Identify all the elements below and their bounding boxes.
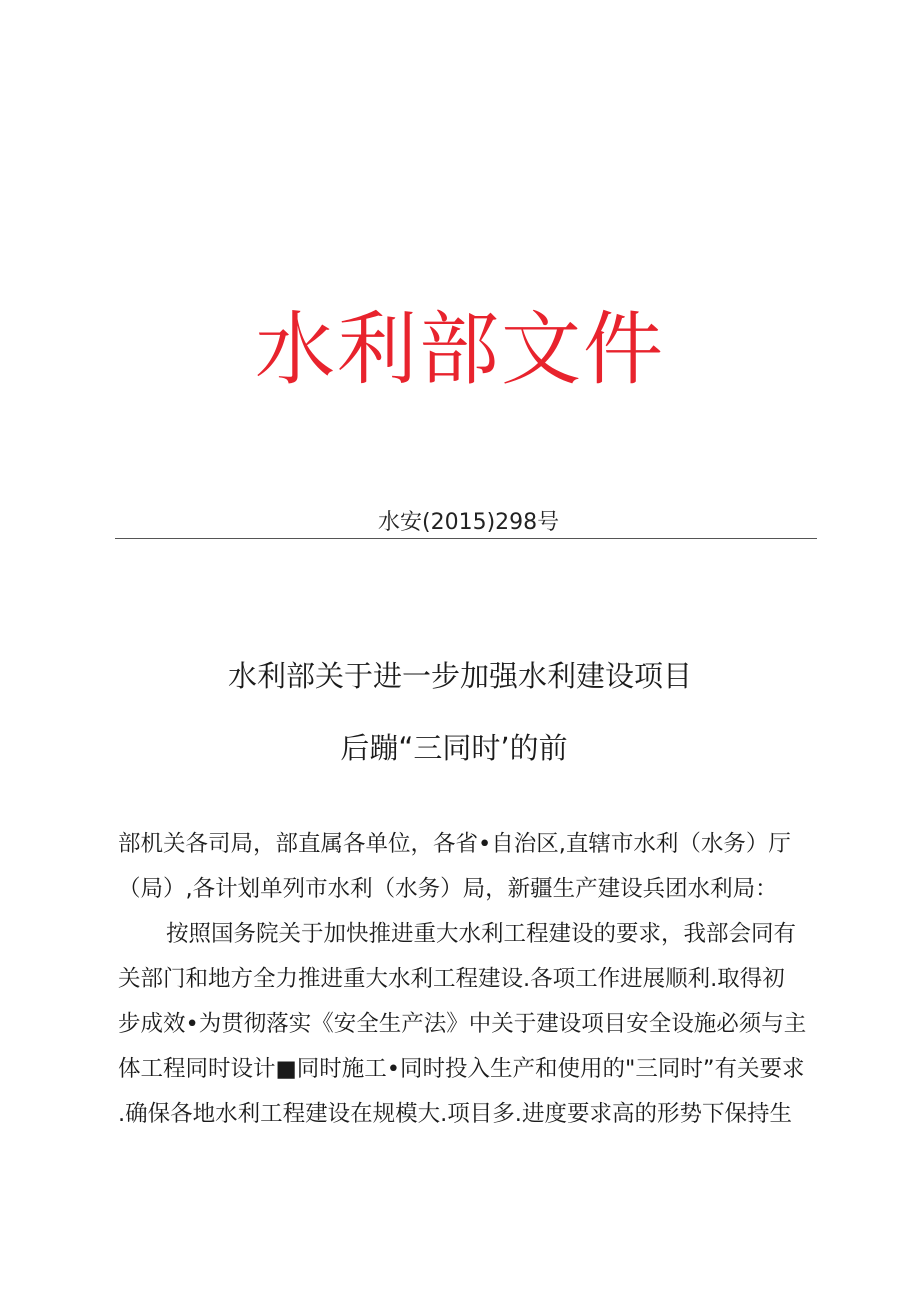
body-paragraph bbox=[118, 912, 818, 1137]
addressee-line: （局）,各计划单列市水利（水务）局，新疆生产建设兵团水利局： bbox=[118, 876, 778, 902]
body-line: 关部门和地方全力推进重大水利工程建设.各项工作进展顺利.取得初 bbox=[118, 966, 785, 992]
body-line: 步成效•为贯彻落实《安全生产法》中关于建设项目安全设施必须与主 bbox=[118, 1011, 807, 1037]
document-number: 水安(2015)298号 bbox=[378, 510, 560, 535]
body-line: .确保各地水利工程建设在规模大.项目多.进度要求高的形势下保持生 bbox=[118, 1101, 792, 1127]
document-title-line-2: 后蹦“三同时’的前 bbox=[340, 731, 568, 765]
body-line: 体工程同时设计■同时施工•同时投入生产和使用的"三同时”有关要求 bbox=[118, 1056, 805, 1082]
addressee-line: 部机关各司局，部直属各单位，各省•自治区,直辖市水利（水务）厅 bbox=[118, 831, 791, 857]
body-line: 按照国务院关于加快推进重大水利工程建设的要求，我部会同有 bbox=[166, 921, 797, 947]
header-divider bbox=[115, 538, 817, 539]
document-title-line-1: 水利部关于进一步加强水利建设项目 bbox=[227, 659, 692, 693]
document-header-title: 水利部文件 bbox=[255, 303, 665, 396]
addressee-block bbox=[118, 822, 818, 912]
